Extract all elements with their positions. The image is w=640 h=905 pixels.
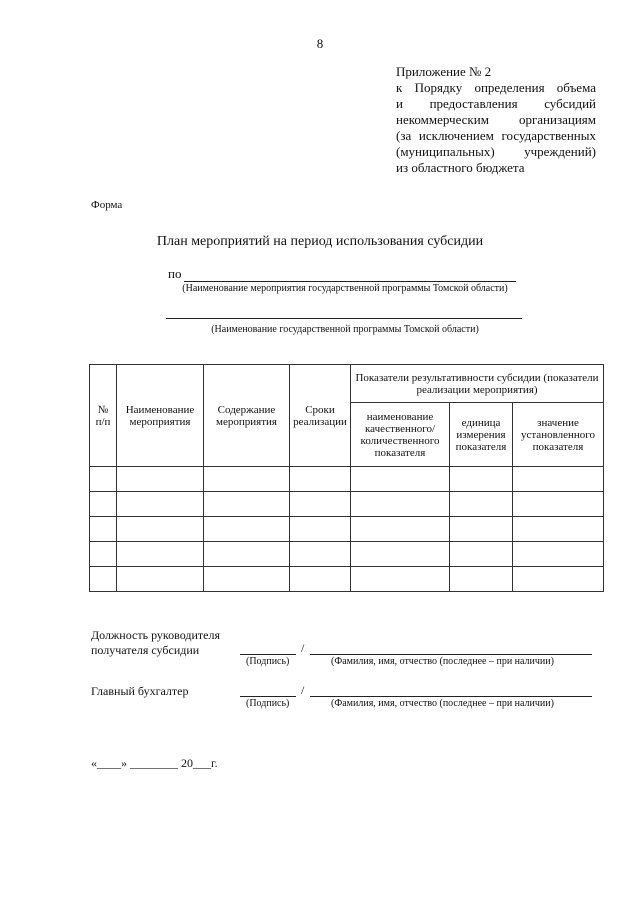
table-cell[interactable] bbox=[204, 567, 290, 592]
table-cell[interactable] bbox=[290, 567, 351, 592]
table-cell[interactable] bbox=[351, 517, 450, 542]
accountant-signature-field[interactable] bbox=[240, 696, 296, 697]
table-cell[interactable] bbox=[450, 492, 513, 517]
chief-accountant-label: Главный бухгалтер bbox=[91, 684, 189, 698]
appendix-line-6: (муниципальных) учреждений) bbox=[396, 144, 596, 159]
table-row bbox=[90, 492, 604, 517]
head-slash: / bbox=[301, 641, 305, 655]
header-terms: Сроки реализации bbox=[290, 365, 351, 467]
table-cell[interactable] bbox=[90, 517, 117, 542]
table-row bbox=[90, 467, 604, 492]
head-name-caption: (Фамилия, имя, отчество (последнее – при наличии) bbox=[331, 656, 554, 667]
accountant-slash: / bbox=[301, 683, 305, 697]
program-event-field[interactable] bbox=[168, 266, 516, 282]
table-cell[interactable] bbox=[290, 492, 351, 517]
header-value: значение установленного показателя bbox=[513, 403, 604, 467]
plan-table bbox=[89, 364, 604, 592]
table-cell[interactable] bbox=[90, 467, 117, 492]
accountant-signature-caption: (Подпись) bbox=[246, 698, 290, 709]
appendix-line-5: (за исключением государственных bbox=[396, 128, 596, 143]
program-event-caption: (Наименование мероприятия государственной программы Томской области) bbox=[182, 283, 508, 294]
table-cell[interactable] bbox=[90, 542, 117, 567]
table-cell[interactable] bbox=[117, 542, 204, 567]
table-cell[interactable] bbox=[204, 467, 290, 492]
table-cell[interactable] bbox=[117, 492, 204, 517]
table-cell[interactable] bbox=[90, 492, 117, 517]
table-row bbox=[90, 517, 604, 542]
accountant-name-field[interactable] bbox=[310, 696, 592, 697]
appendix-line-3: и предоставления субсидий bbox=[396, 96, 596, 111]
head-position-label: Должность руководителя получателя субсидии bbox=[91, 628, 220, 657]
table-cell[interactable] bbox=[450, 517, 513, 542]
table-cell[interactable] bbox=[513, 567, 604, 592]
po-label: по bbox=[168, 266, 182, 281]
table-cell[interactable] bbox=[513, 517, 604, 542]
header-unit: единица измерения показателя bbox=[450, 403, 513, 467]
form-label: Форма bbox=[91, 199, 123, 211]
table-cell[interactable] bbox=[117, 567, 204, 592]
head-signature-caption: (Подпись) bbox=[246, 656, 290, 667]
document-title: План мероприятий на период использования субсидии bbox=[156, 234, 484, 249]
table-cell[interactable] bbox=[204, 517, 290, 542]
table-cell[interactable] bbox=[290, 467, 351, 492]
appendix-line-4: некоммерческим организациям bbox=[396, 112, 596, 127]
header-num: № п/п bbox=[90, 365, 117, 467]
table-cell[interactable] bbox=[351, 492, 450, 517]
program-name-caption: (Наименование государственной программы Томской области) bbox=[211, 324, 479, 335]
date-field[interactable]: «____» ________ 20___г. bbox=[91, 756, 218, 770]
header-indicators-group: Показатели результативности субсидии (показатели реализации мероприятия) bbox=[351, 365, 604, 403]
table-cell[interactable] bbox=[204, 492, 290, 517]
program-name-field[interactable] bbox=[166, 318, 522, 319]
table-cell[interactable] bbox=[204, 542, 290, 567]
table-cell[interactable] bbox=[117, 467, 204, 492]
table-row bbox=[90, 567, 604, 592]
table-cell[interactable] bbox=[290, 542, 351, 567]
table-cell[interactable] bbox=[117, 517, 204, 542]
page-number: 8 bbox=[316, 36, 324, 51]
head-signature-field[interactable] bbox=[240, 654, 296, 655]
table-cell[interactable] bbox=[351, 567, 450, 592]
head-name-field[interactable] bbox=[310, 654, 592, 655]
table-cell[interactable] bbox=[351, 542, 450, 567]
accountant-name-caption: (Фамилия, имя, отчество (последнее – при наличии) bbox=[331, 698, 554, 709]
table-cell[interactable] bbox=[450, 567, 513, 592]
table-cell[interactable] bbox=[450, 467, 513, 492]
table-cell[interactable] bbox=[290, 517, 351, 542]
program-event-underline[interactable] bbox=[184, 269, 516, 282]
header-event-name: Наименование мероприятия bbox=[117, 365, 204, 467]
appendix-block bbox=[396, 64, 596, 176]
appendix-title: Приложение № 2 bbox=[396, 64, 492, 79]
table-row bbox=[90, 542, 604, 567]
appendix-line-7: из областного бюджета bbox=[396, 160, 525, 175]
header-indicator-name: наименование качественного/ количественного показателя bbox=[351, 403, 450, 467]
table-cell[interactable] bbox=[450, 542, 513, 567]
table-cell[interactable] bbox=[351, 467, 450, 492]
header-event-content: Содержание мероприятия bbox=[204, 365, 290, 467]
table-cell[interactable] bbox=[513, 492, 604, 517]
appendix-line-2: к Порядку определения объема bbox=[396, 80, 596, 95]
table-cell[interactable] bbox=[90, 567, 117, 592]
table-cell[interactable] bbox=[513, 467, 604, 492]
table-cell[interactable] bbox=[513, 542, 604, 567]
